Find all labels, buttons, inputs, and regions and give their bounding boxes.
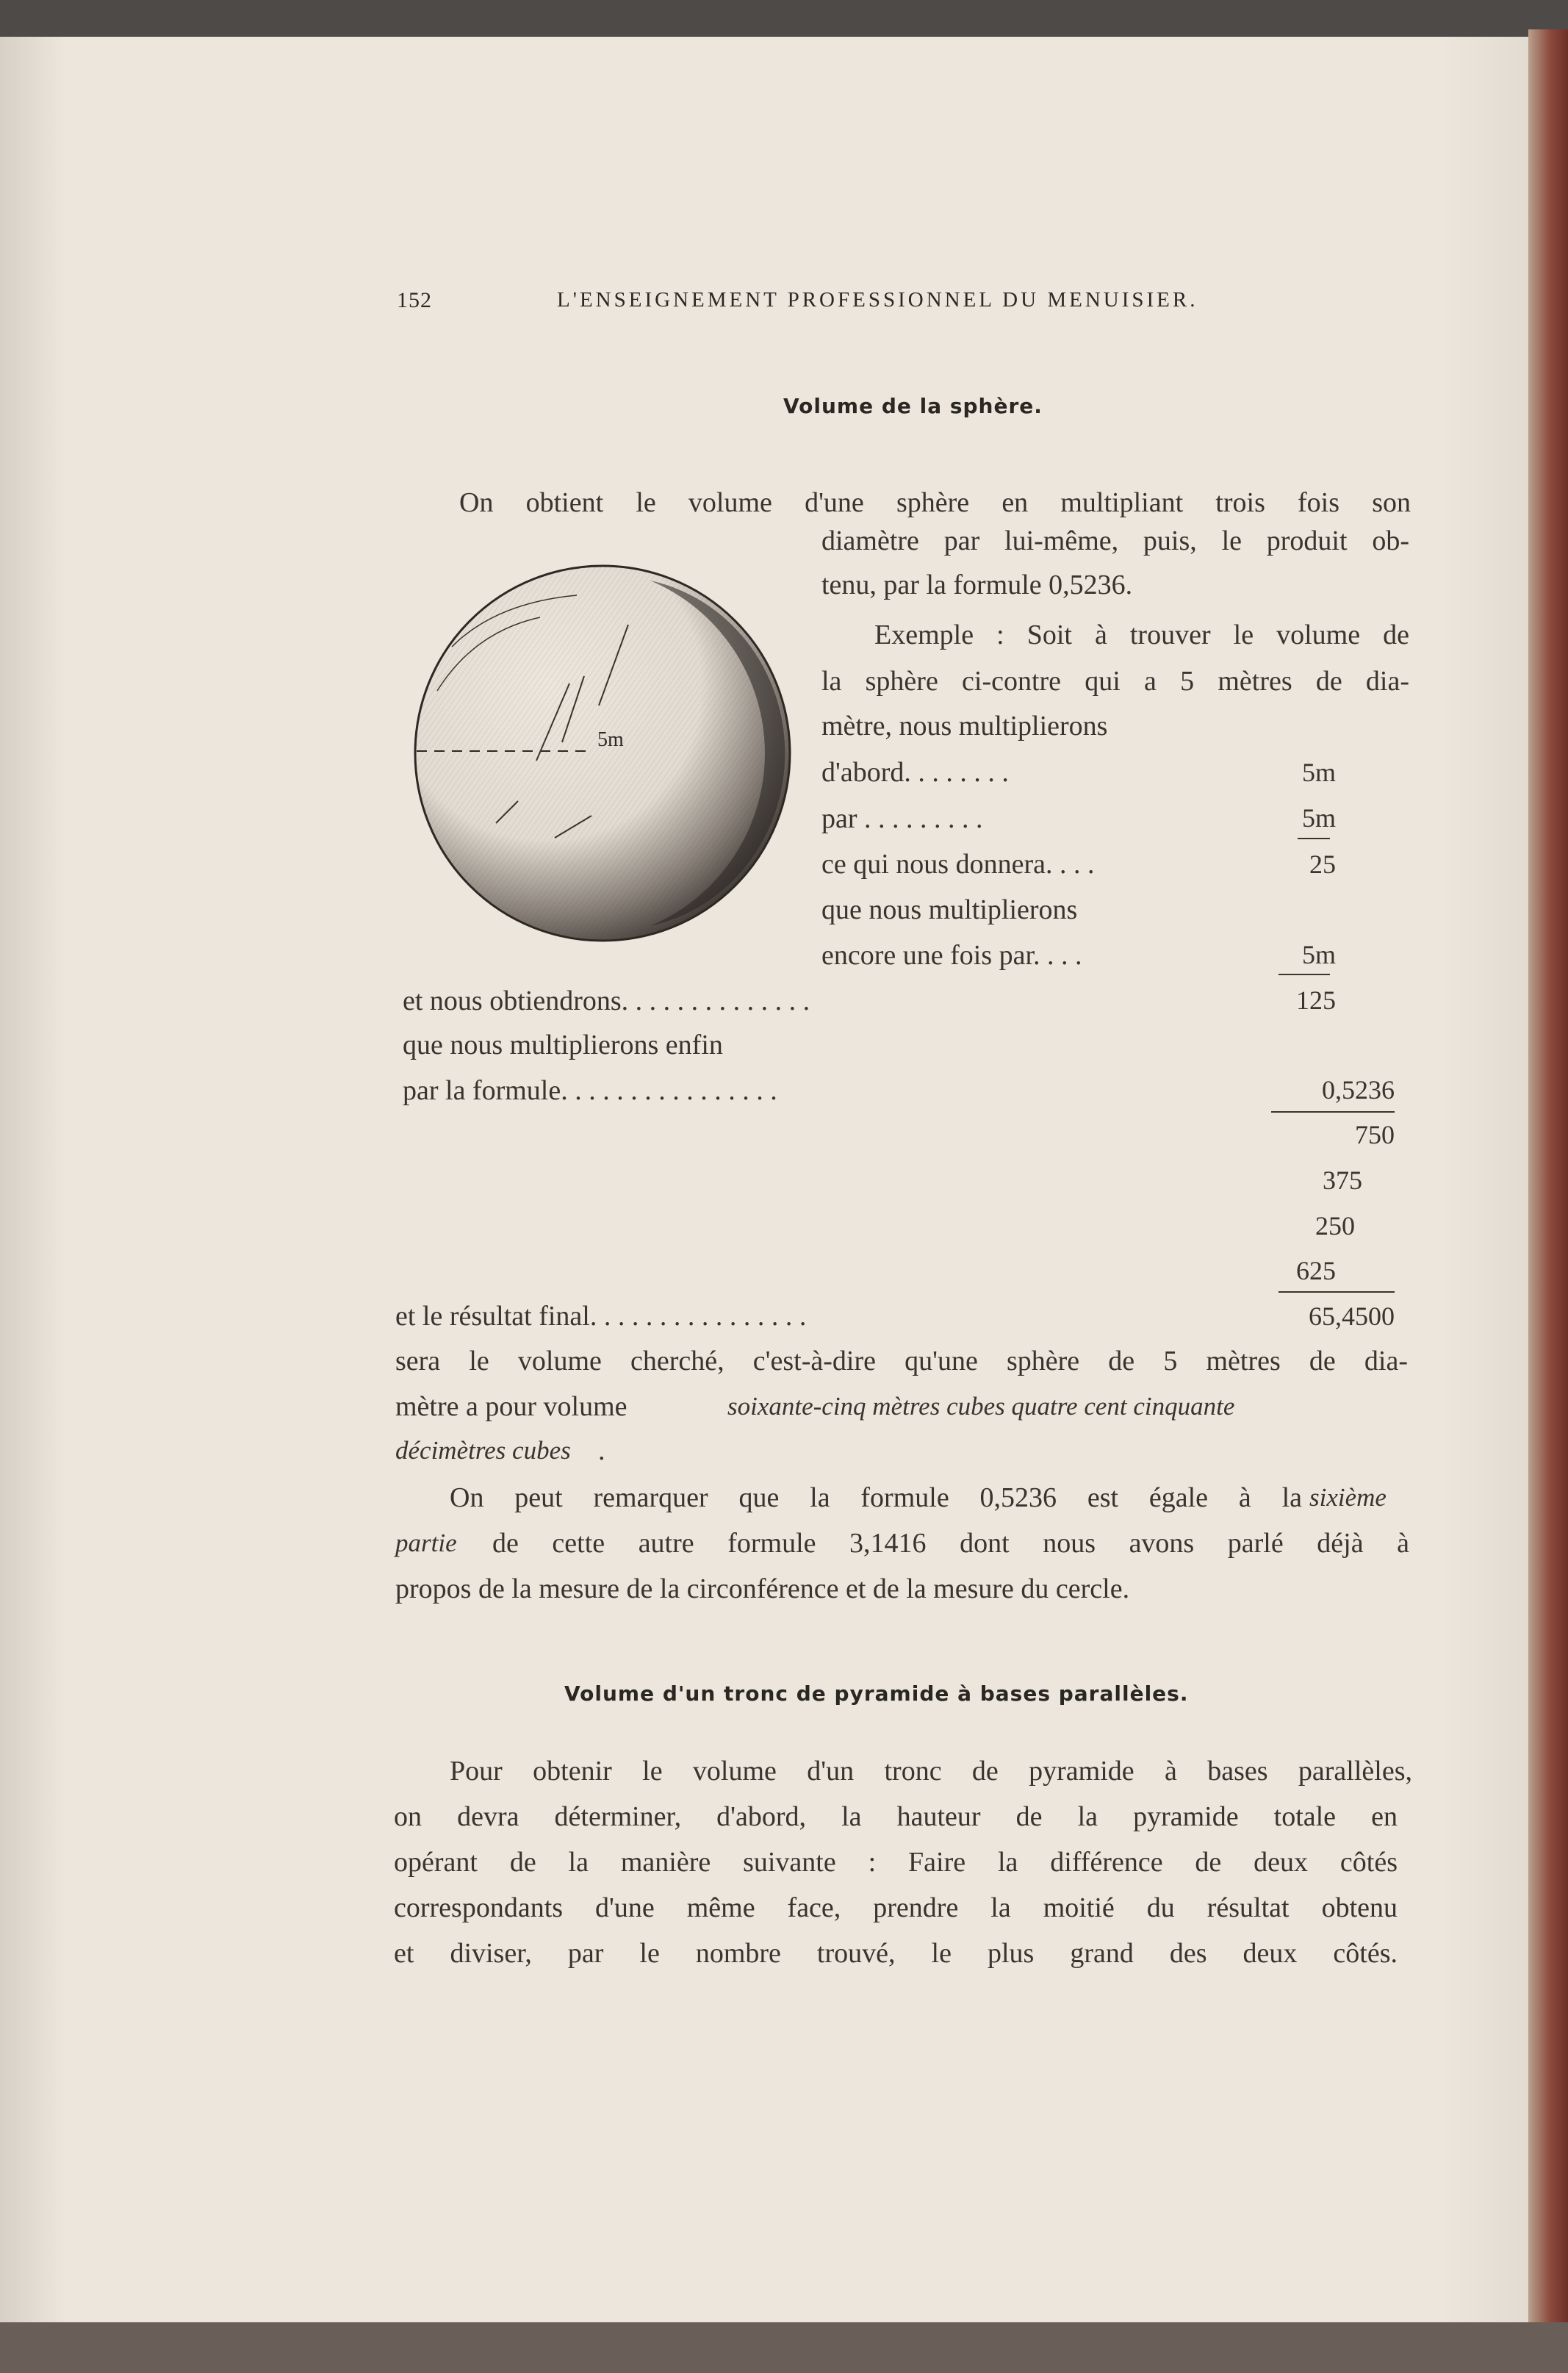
text-line-5: la sphère ci-contre qui a 5 mètres de dia-: [821, 666, 1409, 697]
pyramid-line-5: et diviser, par le nombre trouvé, le plus grand des deux côtés.: [394, 1938, 1398, 1969]
text-line-donnera: ce qui nous donnera. . . .: [821, 849, 1095, 880]
pyramid-line-4: correspondants d'une même face, prendre la moitié du résultat obtenu: [394, 1892, 1398, 1923]
text-line-formule: par la formule. . . . . . . . . . . . . . . .: [403, 1075, 777, 1106]
sphere-illustration: [408, 559, 797, 948]
pyramid-line-3: opérant de la manière suivante : Faire la différence de deux côtés: [394, 1847, 1398, 1878]
number-250: 250: [1315, 1211, 1355, 1241]
text-line-6: mètre, nous multiplierons: [821, 711, 1108, 742]
rule-3: [1271, 1111, 1395, 1113]
text-line-volume-cherche: sera le volume cherché, c'est-à-dire qu'une sphère de 5 mètres de dia-: [395, 1346, 1408, 1376]
number-750: 750: [1355, 1120, 1395, 1149]
running-title: L'ENSEIGNEMENT PROFESSIONNEL DU MENUISIER.: [557, 288, 1198, 312]
text-line-3: tenu, par la formule 0,5236.: [821, 570, 1133, 600]
number-5m-c: 5m: [1301, 940, 1336, 969]
rule-2: [1279, 974, 1330, 975]
text-line-enfin: que nous multiplierons enfin: [403, 1030, 723, 1060]
number-0-5236: 0,5236: [1322, 1075, 1395, 1105]
text-line-decimetres: décimètres cubes: [395, 1436, 571, 1465]
text-partie: partie: [395, 1529, 457, 1557]
text-line-resultat: et le résultat final. . . . . . . . . . . . . . . .: [395, 1301, 807, 1332]
text-line-4: Exemple : Soit à trouver le volume de: [874, 620, 1409, 650]
bottom-background: [0, 2322, 1568, 2373]
text-line-2: diamètre par lui-même, puis, le produit ob-: [821, 525, 1409, 556]
text-line-pour-volume: mètre a pour volume: [395, 1391, 627, 1422]
text-line-par: par . . . . . . . . .: [821, 803, 983, 834]
text-line-multiplierons: que nous multiplierons: [821, 894, 1078, 925]
number-25: 25: [1309, 850, 1336, 879]
number-5m-b: 5m: [1301, 803, 1336, 833]
pyramid-line-1: Pour obtenir le volume d'un tronc de pyramide à bases parallèles,: [450, 1756, 1412, 1787]
number-625: 625: [1296, 1256, 1336, 1285]
rule-4: [1279, 1291, 1395, 1293]
pyramid-line-2: on devra déterminer, d'abord, la hauteur de la pyramide totale en: [394, 1801, 1398, 1832]
text-line-obtiendrons: et nous obtiendrons. . . . . . . . . . . . . .: [403, 986, 810, 1016]
text-line-volume-words: soixante-cinq mètres cubes quatre cent cinquante: [727, 1392, 1235, 1421]
text-line-propos: propos de la mesure de la circonférence et de la mesure du cercle.: [395, 1573, 1130, 1604]
period: .: [598, 1435, 605, 1466]
figure-label: 5m: [597, 728, 624, 751]
number-375: 375: [1323, 1166, 1362, 1195]
text-line-dabord: d'abord. . . . . . . .: [821, 757, 1009, 788]
number-65-4500: 65,4500: [1309, 1302, 1395, 1331]
page-number: 152: [397, 288, 432, 312]
book-binding-edge: [1528, 29, 1568, 2337]
page-gutter-shadow: [0, 37, 66, 2322]
number-125: 125: [1296, 986, 1336, 1015]
page-edge-shadow: [1440, 37, 1528, 2322]
text-line-remarquer: On peut remarquer que la formule 0,5236 est égale à la: [450, 1482, 1302, 1513]
section-heading-sphere: Volume de la sphère.: [783, 394, 1043, 418]
number-5m-a: 5m: [1301, 758, 1336, 787]
text-sixieme: sixième: [1309, 1483, 1387, 1512]
rule-1: [1298, 838, 1330, 839]
text-line-encore: encore une fois par. . . .: [821, 940, 1082, 971]
text-line-1: On obtient le volume d'une sphère en multipliant trois fois son: [459, 487, 1411, 518]
page-header: [397, 288, 1301, 317]
book-page: [0, 37, 1528, 2322]
section-heading-pyramid: Volume d'un tronc de pyramide à bases parallèles.: [564, 1681, 1189, 1706]
text-line-cette-autre: de cette autre formule 3,1416 dont nous avons parlé déjà à: [492, 1528, 1409, 1559]
